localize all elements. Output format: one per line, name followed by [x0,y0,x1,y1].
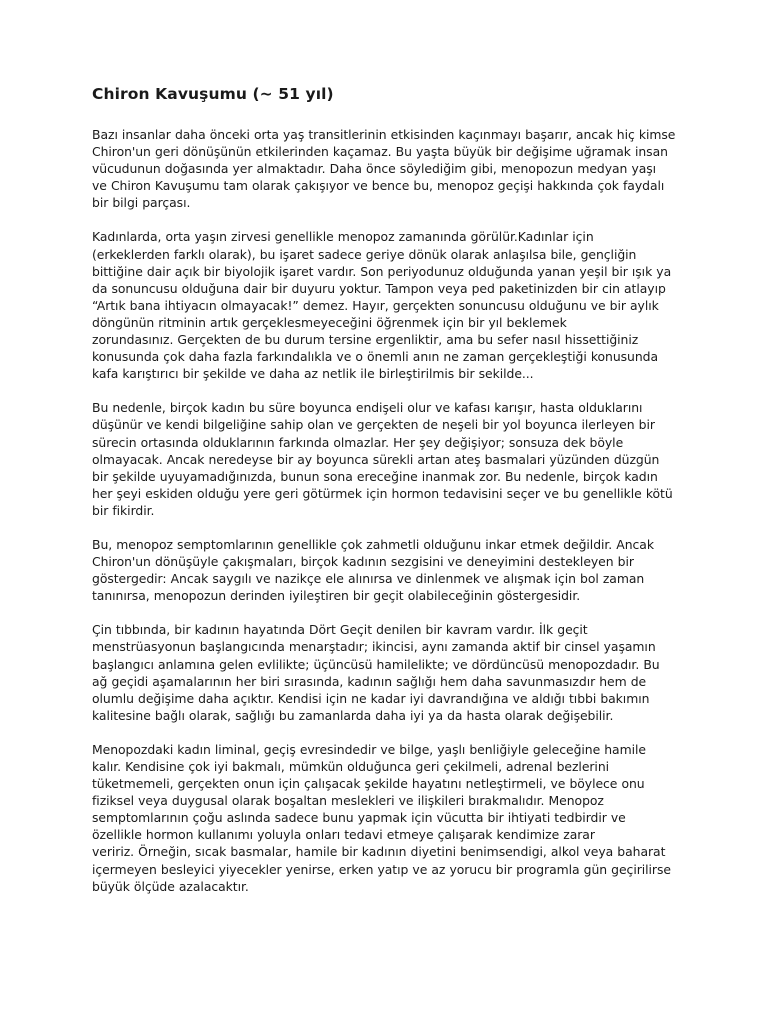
paragraph-line: Kadınlarda, orta yaşın zirvesi genellikle menopoz zamanında görülür.Kadınlar için [92,229,594,245]
paragraph-line: ve Chiron Kavuşumu tam olarak çakışıyor ve bence bu, menopoz geçişi hakkında çok faydalı [92,178,665,194]
paragraph-line: bir bilgi parçası. [92,195,191,211]
paragraph-line: her şeyi eskiden olduğu yere geri götürmek için hormon tedavisini seçer ve bu genellikle kötü [92,485,673,501]
paragraph-line: içermeyen besleyici yiyecekler yenirse, erken yatıp ve az yorucu bir programla gün geçirilirse [92,861,671,877]
paragraph-line: bir şekilde uyuyamadığınızda, bunun sona ereceğine inanmak zor. Bu nedenle, birçok kadın [92,468,658,484]
paragraph-line: zorundasınız. Gerçekten de bu durum tersine ergenliktir, ama bu sefer nasıl hissettiğiniz [92,332,639,348]
paragraph-line: özellikle hormon kullanımı yoluyla onları tedavi etmeye çalışarak kendimize zarar [92,827,595,843]
paragraph-line: vücudunun doğasında yer almaktadır. Daha önce söylediğim gibi, menopozun medyan yaşı [92,161,657,177]
paragraph-line: kalitesine bağlı olarak, sağlığı bu zamanlarda daha iyi ya da hasta olarak değişebilir. [92,707,614,723]
paragraph-line: Chiron'un dönüşüyle çakışmaları, birçok kadının sezgisini ve deneyimini destekleyen bir [92,554,634,570]
paragraph-line: konusunda çok daha fazla farkındalıkla ve o önemli anın ne zaman gerçekleştiği konusunda [92,349,659,365]
paragraph-line: fiziksel veya duygusal olarak boşaltan meslekleri ve ilişkileri bırakmalıdır. Menopoz [92,793,604,809]
paragraph-line: tanınırsa, menopozun derinden iyileştiren bir geçit olabileceğinin göstergesidir. [92,588,581,604]
paragraph-line: Bu nedenle, birçok kadın bu süre boyunca endişeli olur ve kafası karışır, hasta olduklarını [92,400,643,416]
paragraph-3 [92,399,682,519]
paragraph-line: veririz. Örneğin, sıcak basmalar, hamile bir kadının diyetini benimsendigi, alkol veya baharat [92,844,666,860]
paragraph-line: semptomlarının çoğu aslında sadece bunu yapmak için vücutta bir ihtiyati tedbirdir ve [92,810,626,826]
paragraph-line: başlangıcı anlamına gelen evlilikte; üçüncüsü hamilelikte; ve dördüncüsü menopozdadır. Bu [92,656,660,672]
paragraph-line: Çin tıbbında, bir kadının hayatında Dört Geçit denilen bir kavram vardır. İlk geçit [92,622,588,638]
paragraph-6 [92,741,682,895]
paragraph-line: sürecin ortasında olduklarının farkında olmazlar. Her şey değişiyor; sonsuza dek böyle [92,434,624,450]
paragraph-line: bittiğine dair açık bir biyolojik işaret vardır. Son periyodunuz olduğunda yanan yeşil bir ışık ya [92,263,672,279]
paragraph-line: olumlu değişime daha açıktır. Kendisi için ne kadar iyi davrandığına ve aldığı tıbbi bakımın [92,690,650,706]
paragraph-line: kafa karıştırıcı bir şekilde ve daha az netlik ile birleştirilmis bir sekilde... [92,366,534,382]
paragraph-line: Menopozdaki kadın liminal, geçiş evresindedir ve bilge, yaşlı benliğiyle geleceğine hamile [92,741,646,757]
paragraph-line: kalır. Kendisine çok iyi bakmalı, mümkün olduğunca geri çekilmeli, adrenal bezlerini [92,759,610,774]
paragraph-line: menstrüasyonun başlangıcında menarştadır; ikincisi, aynı zamanda aktif bir cinsel yaşamın [92,639,656,655]
paragraph-line: bir fikirdir. [92,502,155,518]
paragraph-line: Bu, menopoz semptomlarının genellikle çok zahmetli olduğunu inkar etmek değildir. Ancak [92,536,654,552]
paragraph-line: büyük ölçüde azalacaktır. [92,878,249,894]
paragraph-line: Bazı insanlar daha önceki orta yaş transitlerinin etkisinden kaçınmayı başarır, ancak hiç kimse [92,127,676,142]
paragraph-1 [92,126,682,211]
paragraph-line: ağ geçidi aşamalarının her biri sırasında, kadının sağlığı hem daha savunmasızdır hem de [92,673,647,689]
paragraph-line: tüketmemeli, gerçekten onun için çalışacak şekilde hayatını netleştirmeli, ve böylece onu [92,776,645,792]
paragraph-4 [92,536,682,604]
paragraph-line: döngünün ritminin artık gerçeklesmeyeceğini öğrenmek için bir yıl beklemek [92,314,567,330]
paragraph-line: olmayacak. Ancak neredeyse bir ay boyunca sürekli artan ateş basmalari yüzünden düzgün [92,451,660,467]
paragraph-line: “Artık bana ihtiyacın olmayacak!” demez. Hayır, gerçekten sonuncusu olduğunu ve bir aylık [92,297,659,313]
paragraph-line: Chiron'un geri dönüşünün etkilerinden kaçamaz. Bu yaşta büyük bir değişime uğramak insan [92,144,668,160]
paragraph-line: göstergedir: Ancak saygılı ve nazikçe ele alınırsa ve dinlenmek ve alışmak için bol zaman [92,571,645,587]
paragraph-line: (erkeklerden farklı olarak), bu işaret sadece geriye dönük olarak anlaşılsa bile, gençliğin [92,246,637,262]
paragraph-line: düşünür ve kendi bilgeliğine sahip olan ve gerçekten de neşeli bir yol boyunca ilerleyen bir [92,417,655,433]
paragraph-2 [92,228,682,382]
document-title: Chiron Kavuşumu (~ 51 yıl) [92,85,334,103]
paragraph-5 [92,621,682,724]
document-page [92,84,682,912]
paragraph-line: da sonuncusu olduğuna dair bir duyuru yoktur. Tampon veya ped paketinizden bir cin atlayıp [92,280,666,296]
